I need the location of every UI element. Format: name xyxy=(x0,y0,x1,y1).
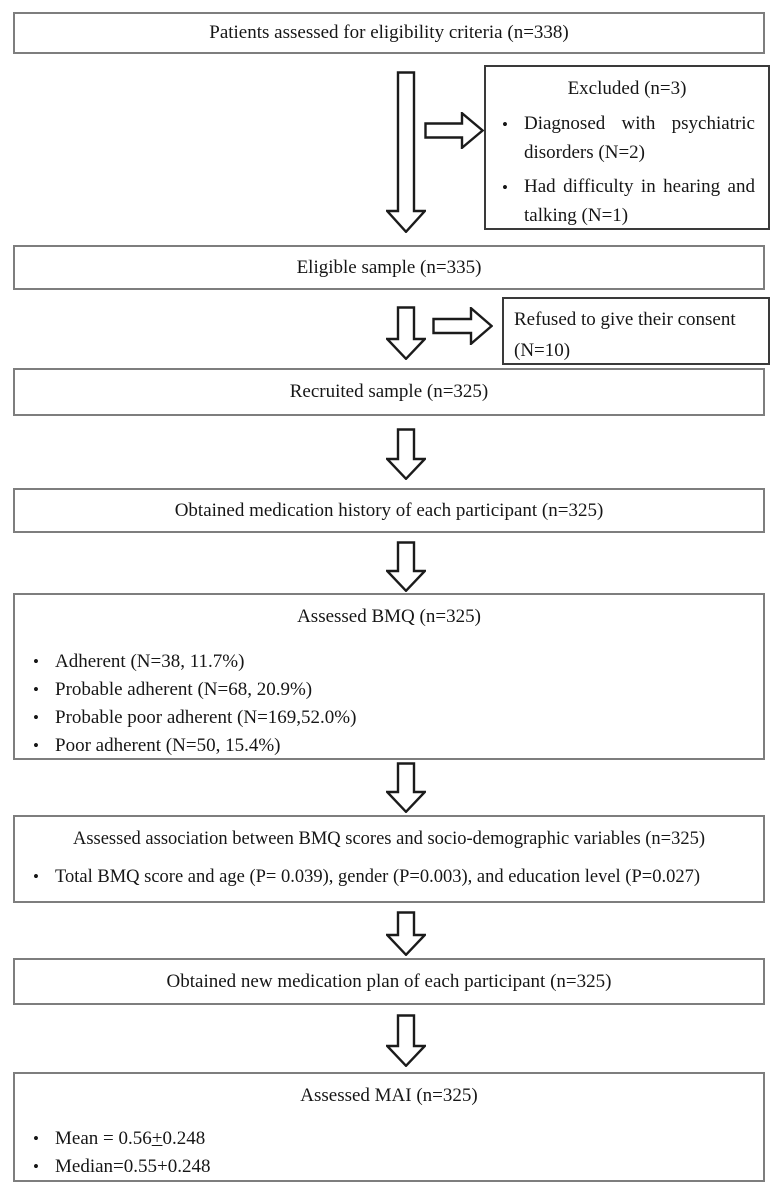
refused-line2: (N=10) xyxy=(514,340,571,361)
bullet-icon xyxy=(29,648,43,676)
bullet-icon xyxy=(29,704,43,732)
bullet-icon xyxy=(29,1153,43,1181)
list-item-text: Poor adherent (N=50, 15.4%) xyxy=(55,735,281,756)
down-arrow-icon xyxy=(386,428,426,480)
bmq-list xyxy=(15,648,763,760)
right-arrow-icon xyxy=(432,307,493,345)
excluded-list xyxy=(486,109,768,230)
bullet-icon xyxy=(29,676,43,704)
box-title: Recruited sample (n=325) xyxy=(289,381,489,402)
bullet-icon xyxy=(494,109,516,139)
list-item xyxy=(15,676,763,704)
down-arrow-icon xyxy=(386,911,426,956)
refused-line1: Refused to give their consent xyxy=(514,309,736,330)
list-item-text: Had difficulty in hearing and talking (N=1) xyxy=(524,176,755,226)
mai-median-value: Median=0.55+0.248 xyxy=(55,1156,211,1177)
flow-box-medication-history xyxy=(13,488,765,533)
refused-box xyxy=(502,297,770,365)
bmq-title: Assessed BMQ (n=325) xyxy=(297,606,481,627)
box-title: Eligible sample (n=335) xyxy=(296,256,482,278)
bullet-icon xyxy=(494,172,516,202)
list-item-text: Total BMQ score and age (P= 0.039), gender (P=0.003), and education level (P=0.027) xyxy=(55,867,700,887)
mai-mean-value xyxy=(43,1125,205,1153)
mean-prefix: Mean = 0.56 xyxy=(55,1128,152,1149)
association-title: Assessed association between BMQ scores and socio-demographic variables (n=325) xyxy=(72,829,706,849)
down-arrow-icon xyxy=(386,762,426,813)
list-item-text: Probable poor adherent (N=169,52.0%) xyxy=(55,707,357,728)
box-title: Patients assessed for eligibility criteria (n=338) xyxy=(209,22,569,43)
flow-box-bmq xyxy=(13,593,765,760)
excluded-box xyxy=(484,65,770,230)
flow-box-new-medication-plan xyxy=(13,958,765,1005)
list-item xyxy=(486,109,768,167)
refused-text xyxy=(504,299,768,366)
bullet-icon xyxy=(29,1125,43,1153)
list-item xyxy=(15,704,763,732)
list-item-text: Probable adherent (N=68, 20.9%) xyxy=(55,679,313,700)
mai-list xyxy=(15,1125,763,1181)
down-arrow-icon xyxy=(386,541,426,592)
bullet-icon xyxy=(29,863,43,891)
box-title: Obtained new medication plan of each participant (n=325) xyxy=(166,970,612,992)
excluded-title: Excluded (n=3) xyxy=(567,78,687,99)
list-item xyxy=(15,732,763,760)
list-item-text: Diagnosed with psychiatric disorders (N=2) xyxy=(524,113,755,163)
list-item xyxy=(15,863,763,891)
down-arrow-icon xyxy=(386,71,426,233)
list-item xyxy=(486,172,768,230)
flow-box-eligibility-assessed xyxy=(13,12,765,54)
flow-box-association xyxy=(13,815,765,903)
bullet-icon xyxy=(29,732,43,760)
flow-box-eligible-sample xyxy=(13,245,765,290)
box-title: Obtained medication history of each participant (n=325) xyxy=(174,499,604,521)
mai-title: Assessed MAI (n=325) xyxy=(300,1085,478,1106)
list-item xyxy=(15,648,763,676)
right-arrow-icon xyxy=(424,112,484,149)
flow-box-recruited-sample xyxy=(13,368,765,416)
association-list xyxy=(15,863,763,891)
down-arrow-icon xyxy=(386,1014,426,1067)
flow-box-mai xyxy=(13,1072,765,1182)
list-item xyxy=(15,1125,763,1153)
plus-minus-sign: + xyxy=(151,1128,163,1149)
list-item xyxy=(15,1153,763,1181)
list-item-text: Adherent (N=38, 11.7%) xyxy=(55,651,245,672)
down-arrow-icon xyxy=(386,306,426,360)
mean-suffix: 0.248 xyxy=(162,1128,206,1149)
